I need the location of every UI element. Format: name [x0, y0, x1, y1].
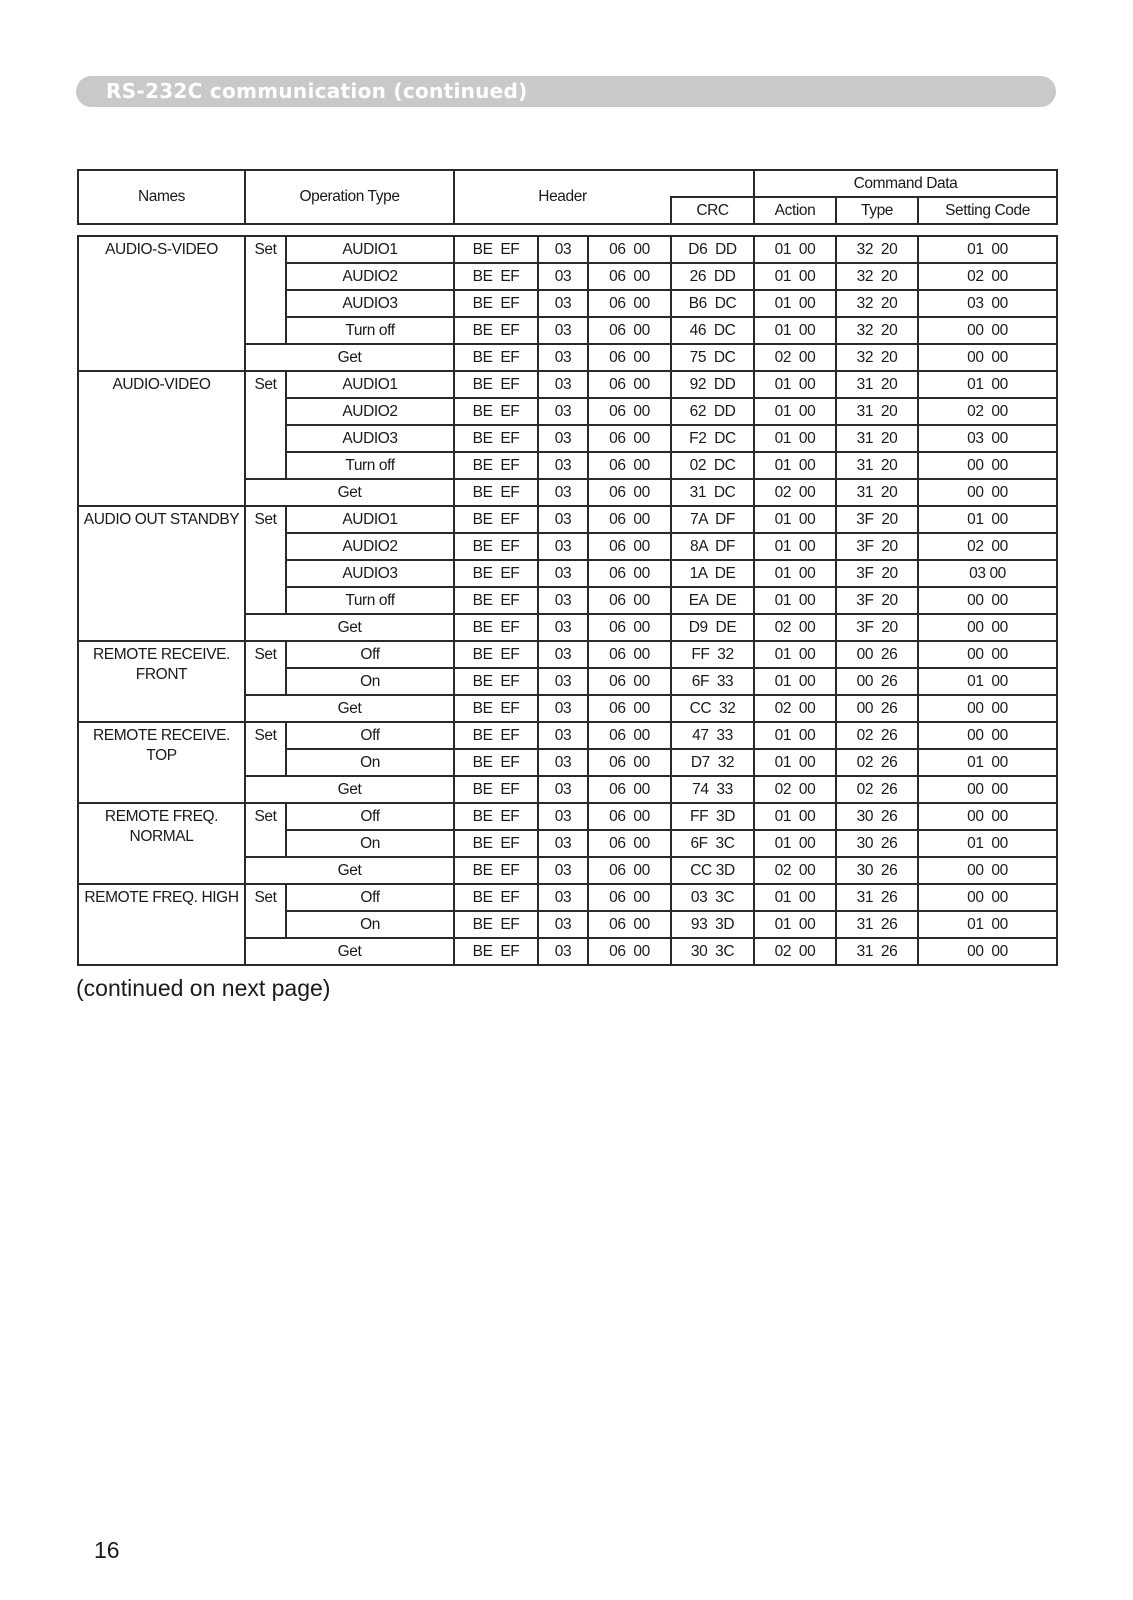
crc-cell: D6 DD — [671, 236, 754, 263]
table-header — [78, 170, 1057, 236]
type-cell: 02 26 — [836, 749, 918, 776]
type-cell: 30 26 — [836, 830, 918, 857]
header-byte-3: 06 00 — [588, 857, 671, 884]
action-cell: 01 00 — [754, 830, 836, 857]
setting-code-cell: 00 00 — [918, 614, 1057, 641]
header-byte-1: BE EF — [454, 452, 538, 479]
header-names: Names — [78, 170, 245, 224]
header-byte-1: BE EF — [454, 749, 538, 776]
type-cell: 02 26 — [836, 776, 918, 803]
get-cell: Get — [245, 695, 454, 722]
setting-code-cell: 00 00 — [918, 344, 1057, 371]
header-byte-2: 03 — [538, 236, 588, 263]
action-cell: 02 00 — [754, 938, 836, 965]
command-name: AUDIO-S-VIDEO — [78, 236, 245, 371]
header-byte-3: 06 00 — [588, 425, 671, 452]
command-name: REMOTE FREQ. HIGH — [78, 884, 245, 965]
crc-cell: 6F 3C — [671, 830, 754, 857]
header-byte-2: 03 — [538, 290, 588, 317]
setting-code-cell: 03 00 — [918, 560, 1057, 587]
action-cell: 01 00 — [754, 452, 836, 479]
action-cell: 01 00 — [754, 533, 836, 560]
header-byte-1: BE EF — [454, 290, 538, 317]
setting-code-cell: 00 00 — [918, 695, 1057, 722]
crc-cell: 03 3C — [671, 884, 754, 911]
setting-code-cell: 01 00 — [918, 371, 1057, 398]
operation-cell: AUDIO3 — [286, 425, 454, 452]
type-cell: 31 20 — [836, 452, 918, 479]
header-byte-2: 03 — [538, 425, 588, 452]
header-byte-1: BE EF — [454, 479, 538, 506]
setting-code-cell: 01 00 — [918, 236, 1057, 263]
operation-cell: AUDIO3 — [286, 290, 454, 317]
header-byte-3: 06 00 — [588, 803, 671, 830]
header-byte-3: 06 00 — [588, 317, 671, 344]
get-cell: Get — [245, 776, 454, 803]
command-name: REMOTE RECEIVE. FRONT — [78, 641, 245, 722]
header-byte-2: 03 — [538, 263, 588, 290]
header-byte-2: 03 — [538, 911, 588, 938]
type-cell: 31 20 — [836, 371, 918, 398]
setting-code-cell: 00 00 — [918, 452, 1057, 479]
header-byte-1: BE EF — [454, 722, 538, 749]
header-byte-1: BE EF — [454, 533, 538, 560]
set-label: Set — [245, 371, 286, 479]
header-byte-3: 06 00 — [588, 452, 671, 479]
table-body — [78, 236, 1057, 965]
table-row — [78, 803, 1057, 830]
type-cell: 31 26 — [836, 938, 918, 965]
page-number: 16 — [94, 1537, 120, 1563]
header-byte-3: 06 00 — [588, 749, 671, 776]
action-cell: 02 00 — [754, 695, 836, 722]
header-byte-3: 06 00 — [588, 344, 671, 371]
type-cell: 3F 20 — [836, 533, 918, 560]
header-byte-1: BE EF — [454, 236, 538, 263]
setting-code-cell: 03 00 — [918, 290, 1057, 317]
set-label: Set — [245, 641, 286, 695]
crc-cell: 02 DC — [671, 452, 754, 479]
setting-code-cell: 02 00 — [918, 533, 1057, 560]
action-cell: 01 00 — [754, 560, 836, 587]
header-byte-2: 03 — [538, 641, 588, 668]
header-byte-3: 06 00 — [588, 830, 671, 857]
header-crc: CRC — [671, 197, 754, 224]
operation-cell: Turn off — [286, 587, 454, 614]
operation-cell: AUDIO2 — [286, 398, 454, 425]
type-cell: 3F 20 — [836, 506, 918, 533]
header-byte-2: 03 — [538, 749, 588, 776]
setting-code-cell: 01 00 — [918, 668, 1057, 695]
get-cell: Get — [245, 938, 454, 965]
get-cell: Get — [245, 614, 454, 641]
action-cell: 01 00 — [754, 884, 836, 911]
header-byte-2: 03 — [538, 506, 588, 533]
action-cell: 01 00 — [754, 587, 836, 614]
header-setting-code: Setting Code — [918, 197, 1057, 224]
setting-code-cell: 01 00 — [918, 911, 1057, 938]
type-cell: 00 26 — [836, 641, 918, 668]
action-cell: 01 00 — [754, 803, 836, 830]
header-byte-3: 06 00 — [588, 884, 671, 911]
crc-cell: 6F 33 — [671, 668, 754, 695]
operation-cell: Off — [286, 722, 454, 749]
header-operation-type: Operation Type — [245, 170, 454, 224]
operation-cell: Turn off — [286, 452, 454, 479]
command-name: REMOTE RECEIVE. TOP — [78, 722, 245, 803]
command-name: AUDIO OUT STANDBY — [78, 506, 245, 641]
crc-cell: F2 DC — [671, 425, 754, 452]
set-label: Set — [245, 506, 286, 614]
action-cell: 01 00 — [754, 722, 836, 749]
operation-cell: AUDIO2 — [286, 263, 454, 290]
header-byte-3: 06 00 — [588, 938, 671, 965]
type-cell: 3F 20 — [836, 587, 918, 614]
action-cell: 02 00 — [754, 479, 836, 506]
crc-cell: 30 3C — [671, 938, 754, 965]
header-byte-2: 03 — [538, 803, 588, 830]
command-name: REMOTE FREQ. NORMAL — [78, 803, 245, 884]
crc-cell: 92 DD — [671, 371, 754, 398]
header-byte-2: 03 — [538, 884, 588, 911]
header-byte-1: BE EF — [454, 398, 538, 425]
header-byte-3: 06 00 — [588, 911, 671, 938]
section-title: RS-232C communication (continued) — [106, 79, 528, 103]
header-byte-1: BE EF — [454, 317, 538, 344]
setting-code-cell: 00 00 — [918, 938, 1057, 965]
set-label: Set — [245, 236, 286, 344]
get-cell: Get — [245, 857, 454, 884]
type-cell: 02 26 — [836, 722, 918, 749]
continued-note: (continued on next page) — [76, 975, 331, 1001]
action-cell: 01 00 — [754, 263, 836, 290]
setting-code-cell: 00 00 — [918, 641, 1057, 668]
header-byte-2: 03 — [538, 614, 588, 641]
header-byte-2: 03 — [538, 479, 588, 506]
header-byte-1: BE EF — [454, 938, 538, 965]
header-byte-3: 06 00 — [588, 776, 671, 803]
action-cell: 01 00 — [754, 317, 836, 344]
header-byte-3: 06 00 — [588, 506, 671, 533]
type-cell: 3F 20 — [836, 614, 918, 641]
header-byte-2: 03 — [538, 776, 588, 803]
header-byte-3: 06 00 — [588, 695, 671, 722]
header-byte-3: 06 00 — [588, 290, 671, 317]
header-byte-1: BE EF — [454, 695, 538, 722]
header-action: Action — [754, 197, 836, 224]
type-cell: 31 20 — [836, 479, 918, 506]
operation-cell: Off — [286, 884, 454, 911]
action-cell: 01 00 — [754, 290, 836, 317]
operation-cell: Turn off — [286, 317, 454, 344]
operation-cell: On — [286, 830, 454, 857]
header-header: Header — [454, 170, 671, 224]
header-byte-1: BE EF — [454, 614, 538, 641]
header-byte-1: BE EF — [454, 776, 538, 803]
header-type: Type — [836, 197, 918, 224]
table-row — [78, 641, 1057, 668]
header-byte-3: 06 00 — [588, 236, 671, 263]
crc-cell: 8A DF — [671, 533, 754, 560]
operation-cell: On — [286, 911, 454, 938]
crc-cell: 62 DD — [671, 398, 754, 425]
type-cell: 32 20 — [836, 290, 918, 317]
header-byte-1: BE EF — [454, 641, 538, 668]
crc-cell: D7 32 — [671, 749, 754, 776]
header-byte-3: 06 00 — [588, 560, 671, 587]
action-cell: 01 00 — [754, 236, 836, 263]
crc-cell: B6 DC — [671, 290, 754, 317]
setting-code-cell: 00 00 — [918, 317, 1057, 344]
header-byte-2: 03 — [538, 344, 588, 371]
header-command-data: Command Data — [754, 170, 1057, 197]
type-cell: 32 20 — [836, 317, 918, 344]
header-byte-1: BE EF — [454, 371, 538, 398]
crc-cell: 7A DF — [671, 506, 754, 533]
setting-code-cell: 00 00 — [918, 722, 1057, 749]
setting-code-cell: 00 00 — [918, 857, 1057, 884]
crc-cell: CC 32 — [671, 695, 754, 722]
header-byte-3: 06 00 — [588, 668, 671, 695]
header-byte-1: BE EF — [454, 506, 538, 533]
header-byte-1: BE EF — [454, 425, 538, 452]
header-byte-2: 03 — [538, 533, 588, 560]
header-byte-1: BE EF — [454, 560, 538, 587]
crc-cell: 31 DC — [671, 479, 754, 506]
setting-code-cell: 01 00 — [918, 749, 1057, 776]
table-row — [78, 236, 1057, 263]
operation-cell: Off — [286, 641, 454, 668]
action-cell: 02 00 — [754, 614, 836, 641]
header-byte-2: 03 — [538, 371, 588, 398]
action-cell: 01 00 — [754, 641, 836, 668]
header-byte-2: 03 — [538, 722, 588, 749]
header-byte-1: BE EF — [454, 911, 538, 938]
header-byte-2: 03 — [538, 398, 588, 425]
setting-code-cell: 00 00 — [918, 803, 1057, 830]
header-byte-1: BE EF — [454, 344, 538, 371]
setting-code-cell: 02 00 — [918, 398, 1057, 425]
setting-code-cell: 00 00 — [918, 884, 1057, 911]
crc-cell: 46 DC — [671, 317, 754, 344]
crc-cell: EA DE — [671, 587, 754, 614]
type-cell: 32 20 — [836, 263, 918, 290]
action-cell: 01 00 — [754, 425, 836, 452]
operation-cell: AUDIO1 — [286, 506, 454, 533]
action-cell: 01 00 — [754, 371, 836, 398]
header-byte-2: 03 — [538, 317, 588, 344]
command-name: AUDIO-VIDEO — [78, 371, 245, 506]
get-cell: Get — [245, 344, 454, 371]
crc-cell: FF 3D — [671, 803, 754, 830]
table-row — [78, 884, 1057, 911]
header-byte-2: 03 — [538, 857, 588, 884]
crc-cell: D9 DE — [671, 614, 754, 641]
header-byte-2: 03 — [538, 668, 588, 695]
operation-cell: AUDIO1 — [286, 371, 454, 398]
crc-cell: 47 33 — [671, 722, 754, 749]
set-label: Set — [245, 884, 286, 938]
table-row — [78, 506, 1057, 533]
crc-cell: 26 DD — [671, 263, 754, 290]
header-byte-1: BE EF — [454, 668, 538, 695]
action-cell: 02 00 — [754, 857, 836, 884]
get-cell: Get — [245, 479, 454, 506]
set-label: Set — [245, 722, 286, 776]
operation-cell: On — [286, 749, 454, 776]
action-cell: 01 00 — [754, 668, 836, 695]
setting-code-cell: 00 00 — [918, 479, 1057, 506]
setting-code-cell: 01 00 — [918, 830, 1057, 857]
type-cell: 31 20 — [836, 425, 918, 452]
action-cell: 01 00 — [754, 506, 836, 533]
setting-code-cell: 03 00 — [918, 425, 1057, 452]
action-cell: 01 00 — [754, 398, 836, 425]
operation-cell: On — [286, 668, 454, 695]
type-cell: 31 26 — [836, 884, 918, 911]
header-byte-2: 03 — [538, 560, 588, 587]
set-label: Set — [245, 803, 286, 857]
header-separator — [78, 224, 1057, 236]
header-byte-1: BE EF — [454, 857, 538, 884]
header-byte-2: 03 — [538, 695, 588, 722]
type-cell: 30 26 — [836, 803, 918, 830]
header-byte-1: BE EF — [454, 587, 538, 614]
action-cell: 02 00 — [754, 344, 836, 371]
header-byte-2: 03 — [538, 452, 588, 479]
header-byte-1: BE EF — [454, 803, 538, 830]
header-byte-3: 06 00 — [588, 722, 671, 749]
crc-cell: 74 33 — [671, 776, 754, 803]
header-byte-3: 06 00 — [588, 479, 671, 506]
operation-cell: AUDIO1 — [286, 236, 454, 263]
table-row — [78, 371, 1057, 398]
header-byte-3: 06 00 — [588, 614, 671, 641]
header-byte-3: 06 00 — [588, 533, 671, 560]
action-cell: 02 00 — [754, 776, 836, 803]
type-cell: 31 20 — [836, 398, 918, 425]
header-byte-1: BE EF — [454, 830, 538, 857]
crc-cell: FF 32 — [671, 641, 754, 668]
crc-cell: 75 DC — [671, 344, 754, 371]
setting-code-cell: 00 00 — [918, 587, 1057, 614]
type-cell: 00 26 — [836, 695, 918, 722]
header-byte-3: 06 00 — [588, 587, 671, 614]
setting-code-cell: 00 00 — [918, 776, 1057, 803]
type-cell: 32 20 — [836, 236, 918, 263]
setting-code-cell: 01 00 — [918, 506, 1057, 533]
action-cell: 01 00 — [754, 749, 836, 776]
action-cell: 01 00 — [754, 911, 836, 938]
operation-cell: AUDIO2 — [286, 533, 454, 560]
type-cell: 00 26 — [836, 668, 918, 695]
header-byte-2: 03 — [538, 938, 588, 965]
section-banner — [76, 76, 1056, 107]
type-cell: 30 26 — [836, 857, 918, 884]
header-byte-3: 06 00 — [588, 641, 671, 668]
header-blank — [671, 170, 754, 197]
header-byte-1: BE EF — [454, 884, 538, 911]
header-byte-1: BE EF — [454, 263, 538, 290]
header-byte-3: 06 00 — [588, 398, 671, 425]
operation-cell: Off — [286, 803, 454, 830]
type-cell: 31 26 — [836, 911, 918, 938]
header-byte-2: 03 — [538, 830, 588, 857]
header-byte-3: 06 00 — [588, 371, 671, 398]
operation-cell: AUDIO3 — [286, 560, 454, 587]
command-table — [77, 169, 1058, 966]
header-byte-2: 03 — [538, 587, 588, 614]
crc-cell: 93 3D — [671, 911, 754, 938]
crc-cell: CC 3D — [671, 857, 754, 884]
header-byte-3: 06 00 — [588, 263, 671, 290]
table-row — [78, 722, 1057, 749]
type-cell: 3F 20 — [836, 560, 918, 587]
crc-cell: 1A DE — [671, 560, 754, 587]
setting-code-cell: 02 00 — [918, 263, 1057, 290]
type-cell: 32 20 — [836, 344, 918, 371]
